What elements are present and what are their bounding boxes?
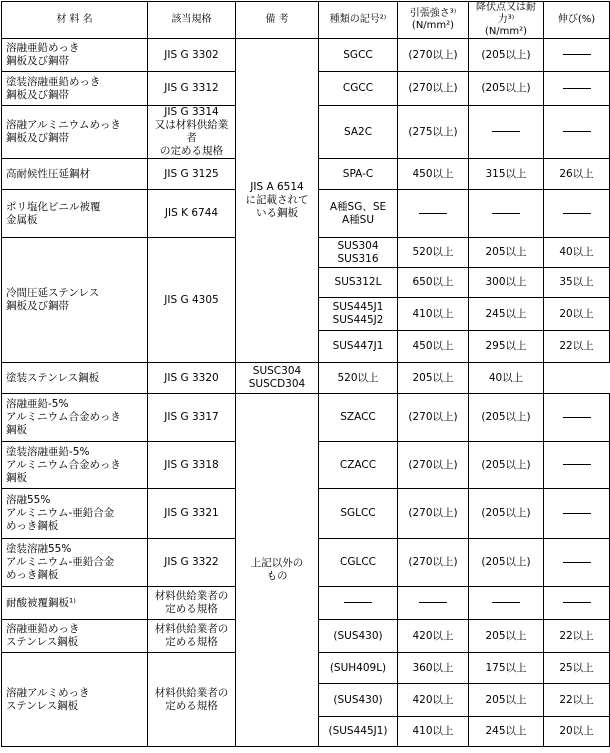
dash-mark [563, 54, 591, 55]
dash-mark [492, 602, 520, 603]
tensile-cell [398, 587, 469, 620]
elongation-cell: 20以上 [544, 298, 610, 331]
tensile-cell: (270以上) [398, 442, 469, 489]
symbol-cell: CZACC [319, 442, 398, 489]
yield-cell: (205以上) [469, 72, 544, 106]
header-yield: 降伏点又は耐力³⁾ (N/mm²) [469, 2, 544, 39]
symbol-cell: SA2C [319, 106, 398, 159]
table-row [2, 363, 610, 394]
tensile-cell: 360以上 [398, 653, 469, 684]
standard-cell: JIS G 3125 [148, 159, 236, 190]
yield-cell: 205以上 [398, 363, 469, 394]
yield-cell: (205以上) [469, 489, 544, 539]
yield-cell: 295以上 [469, 331, 544, 363]
material-cell: 溶融亜鉛-5% アルミニウム合金めっき 鋼板 [2, 394, 148, 442]
elongation-cell: 35以上 [544, 268, 610, 298]
yield-cell: (205以上) [469, 442, 544, 489]
dash-mark [419, 602, 447, 603]
yield-cell [469, 190, 544, 238]
standard-cell: JIS G 3318 [148, 442, 236, 489]
standard-cell: 材料供給業者の 定める規格 [148, 653, 236, 747]
table-row [2, 39, 610, 72]
elongation-cell [544, 106, 610, 159]
header-tensile: 引張強さ³⁾ (N/mm²) [398, 2, 469, 39]
material-cell: 溶融55% アルミニウム-亜鉛合金 めっき鋼板 [2, 489, 148, 539]
yield-cell: 205以上 [469, 684, 544, 717]
tensile-cell: (270以上) [398, 489, 469, 539]
elongation-cell: 20以上 [544, 717, 610, 747]
dash-mark [419, 213, 447, 214]
dash-mark [492, 131, 520, 132]
material-cell: 高耐候性圧延鋼材 [2, 159, 148, 190]
symbol-cell [319, 587, 398, 620]
symbol-cell: CGCC [319, 72, 398, 106]
tensile-cell: (270以上) [398, 39, 469, 72]
standard-cell: JIS G 3314 又は材料供給業者 の定める規格 [148, 106, 236, 159]
table-row [2, 394, 610, 442]
elongation-cell [544, 394, 610, 442]
elongation-cell: 26以上 [544, 159, 610, 190]
material-cell: 塗装ステンレス鋼板 [2, 363, 148, 394]
tensile-cell: 450以上 [398, 331, 469, 363]
symbol-cell: SUSC304 SUSCD304 [236, 363, 319, 394]
standard-cell: JIS G 3322 [148, 539, 236, 587]
header-remarks: 備 考 [236, 2, 319, 39]
header-material: 材 料 名 [2, 2, 148, 39]
material-spec-table [1, 1, 610, 747]
elongation-cell [544, 39, 610, 72]
elongation-cell: 22以上 [544, 331, 610, 363]
dash-mark [492, 213, 520, 214]
symbol-cell: SGLCC [319, 489, 398, 539]
material-cell: 塗装溶融亜鉛めっき 鋼板及び鋼帯 [2, 72, 148, 106]
dash-mark [563, 417, 591, 418]
remarks-cell-jis-a-6514: JIS A 6514 に記載されて いる鋼板 [236, 39, 319, 363]
standard-cell: JIS G 3312 [148, 72, 236, 106]
symbol-cell: SGCC [319, 39, 398, 72]
standard-cell: JIS G 3302 [148, 39, 236, 72]
symbol-cell: (SUS430) [319, 684, 398, 717]
symbol-cell: SUS447J1 [319, 331, 398, 363]
elongation-cell [544, 539, 610, 587]
yield-cell: 300以上 [469, 268, 544, 298]
tensile-cell: 650以上 [398, 268, 469, 298]
yield-cell: 175以上 [469, 653, 544, 684]
symbol-cell: SUS312L [319, 268, 398, 298]
symbol-cell: A種SG、SE A種SU [319, 190, 398, 238]
tensile-cell: (270以上) [398, 394, 469, 442]
dash-mark [563, 88, 591, 89]
yield-cell: 205以上 [469, 238, 544, 268]
standard-cell: JIS G 3320 [148, 363, 236, 394]
tensile-cell: (275以上) [398, 106, 469, 159]
tensile-cell: 450以上 [398, 159, 469, 190]
remarks-cell-other: 上記以外の もの [236, 394, 319, 747]
elongation-cell [544, 489, 610, 539]
tensile-cell: 520以上 [398, 238, 469, 268]
dash-mark [563, 513, 591, 514]
symbol-cell: (SUS430) [319, 620, 398, 653]
header-standard: 該当規格 [148, 2, 236, 39]
material-cell: 塗装溶融亜鉛-5% アルミニウム合金めっき 鋼板 [2, 442, 148, 489]
symbol-cell: SUS304 SUS316 [319, 238, 398, 268]
material-cell: 溶融亜鉛めっき ステンレス鋼板 [2, 620, 148, 653]
header-symbol: 種類の記号²⁾ [319, 2, 398, 39]
yield-cell [469, 106, 544, 159]
elongation-cell: 25以上 [544, 653, 610, 684]
elongation-cell: 40以上 [544, 238, 610, 268]
yield-cell: 205以上 [469, 620, 544, 653]
yield-cell [469, 587, 544, 620]
tensile-cell: (270以上) [398, 72, 469, 106]
yield-cell: 315以上 [469, 159, 544, 190]
material-cell: 溶融亜鉛めっき 鋼板及び鋼帯 [2, 39, 148, 72]
dash-mark [563, 213, 591, 214]
tensile-cell: 520以上 [319, 363, 398, 394]
elongation-cell [544, 72, 610, 106]
dash-mark [344, 602, 372, 603]
tensile-cell: 410以上 [398, 298, 469, 331]
standard-cell: JIS K 6744 [148, 190, 236, 238]
material-cell: 耐酸被覆鋼板¹⁾ [2, 587, 148, 620]
symbol-cell: (SUH409L) [319, 653, 398, 684]
tensile-cell: (270以上) [398, 539, 469, 587]
yield-cell: (205以上) [469, 39, 544, 72]
tensile-cell: 420以上 [398, 620, 469, 653]
standard-cell: JIS G 3321 [148, 489, 236, 539]
dash-mark [563, 464, 591, 465]
elongation-cell: 22以上 [544, 620, 610, 653]
standard-cell: 材料供給業者の 定める規格 [148, 587, 236, 620]
dash-mark [563, 562, 591, 563]
standard-cell: JIS G 4305 [148, 238, 236, 363]
symbol-cell: SUS445J1 SUS445J2 [319, 298, 398, 331]
elongation-cell [544, 442, 610, 489]
yield-cell: 245以上 [469, 298, 544, 331]
yield-cell: (205以上) [469, 539, 544, 587]
symbol-cell: CGLCC [319, 539, 398, 587]
yield-cell: 245以上 [469, 717, 544, 747]
header-elongation: 伸び(%) [544, 2, 610, 39]
tensile-cell [398, 190, 469, 238]
yield-cell: (205以上) [469, 394, 544, 442]
header-row [2, 2, 610, 39]
tensile-cell: 420以上 [398, 684, 469, 717]
elongation-cell: 22以上 [544, 684, 610, 717]
standard-cell: JIS G 3317 [148, 394, 236, 442]
elongation-cell [544, 190, 610, 238]
material-cell: 塗装溶融55% アルミニウム-亜鉛合金 めっき鋼板 [2, 539, 148, 587]
symbol-cell: (SUS445J1) [319, 717, 398, 747]
elongation-cell: 40以上 [469, 363, 544, 394]
tensile-cell: 410以上 [398, 717, 469, 747]
dash-mark [563, 131, 591, 132]
material-cell: 溶融アルミニウムめっき 鋼板及び鋼帯 [2, 106, 148, 159]
material-cell: 冷間圧延ステンレス 鋼板及び鋼帯 [2, 238, 148, 363]
elongation-cell [544, 587, 610, 620]
standard-cell: 材料供給業者の 定める規格 [148, 620, 236, 653]
symbol-cell: SZACC [319, 394, 398, 442]
dash-mark [563, 602, 591, 603]
symbol-cell: SPA-C [319, 159, 398, 190]
material-cell: 溶融アルミめっき ステンレス鋼板 [2, 653, 148, 747]
material-cell: ポリ塩化ビニル被覆 金属板 [2, 190, 148, 238]
